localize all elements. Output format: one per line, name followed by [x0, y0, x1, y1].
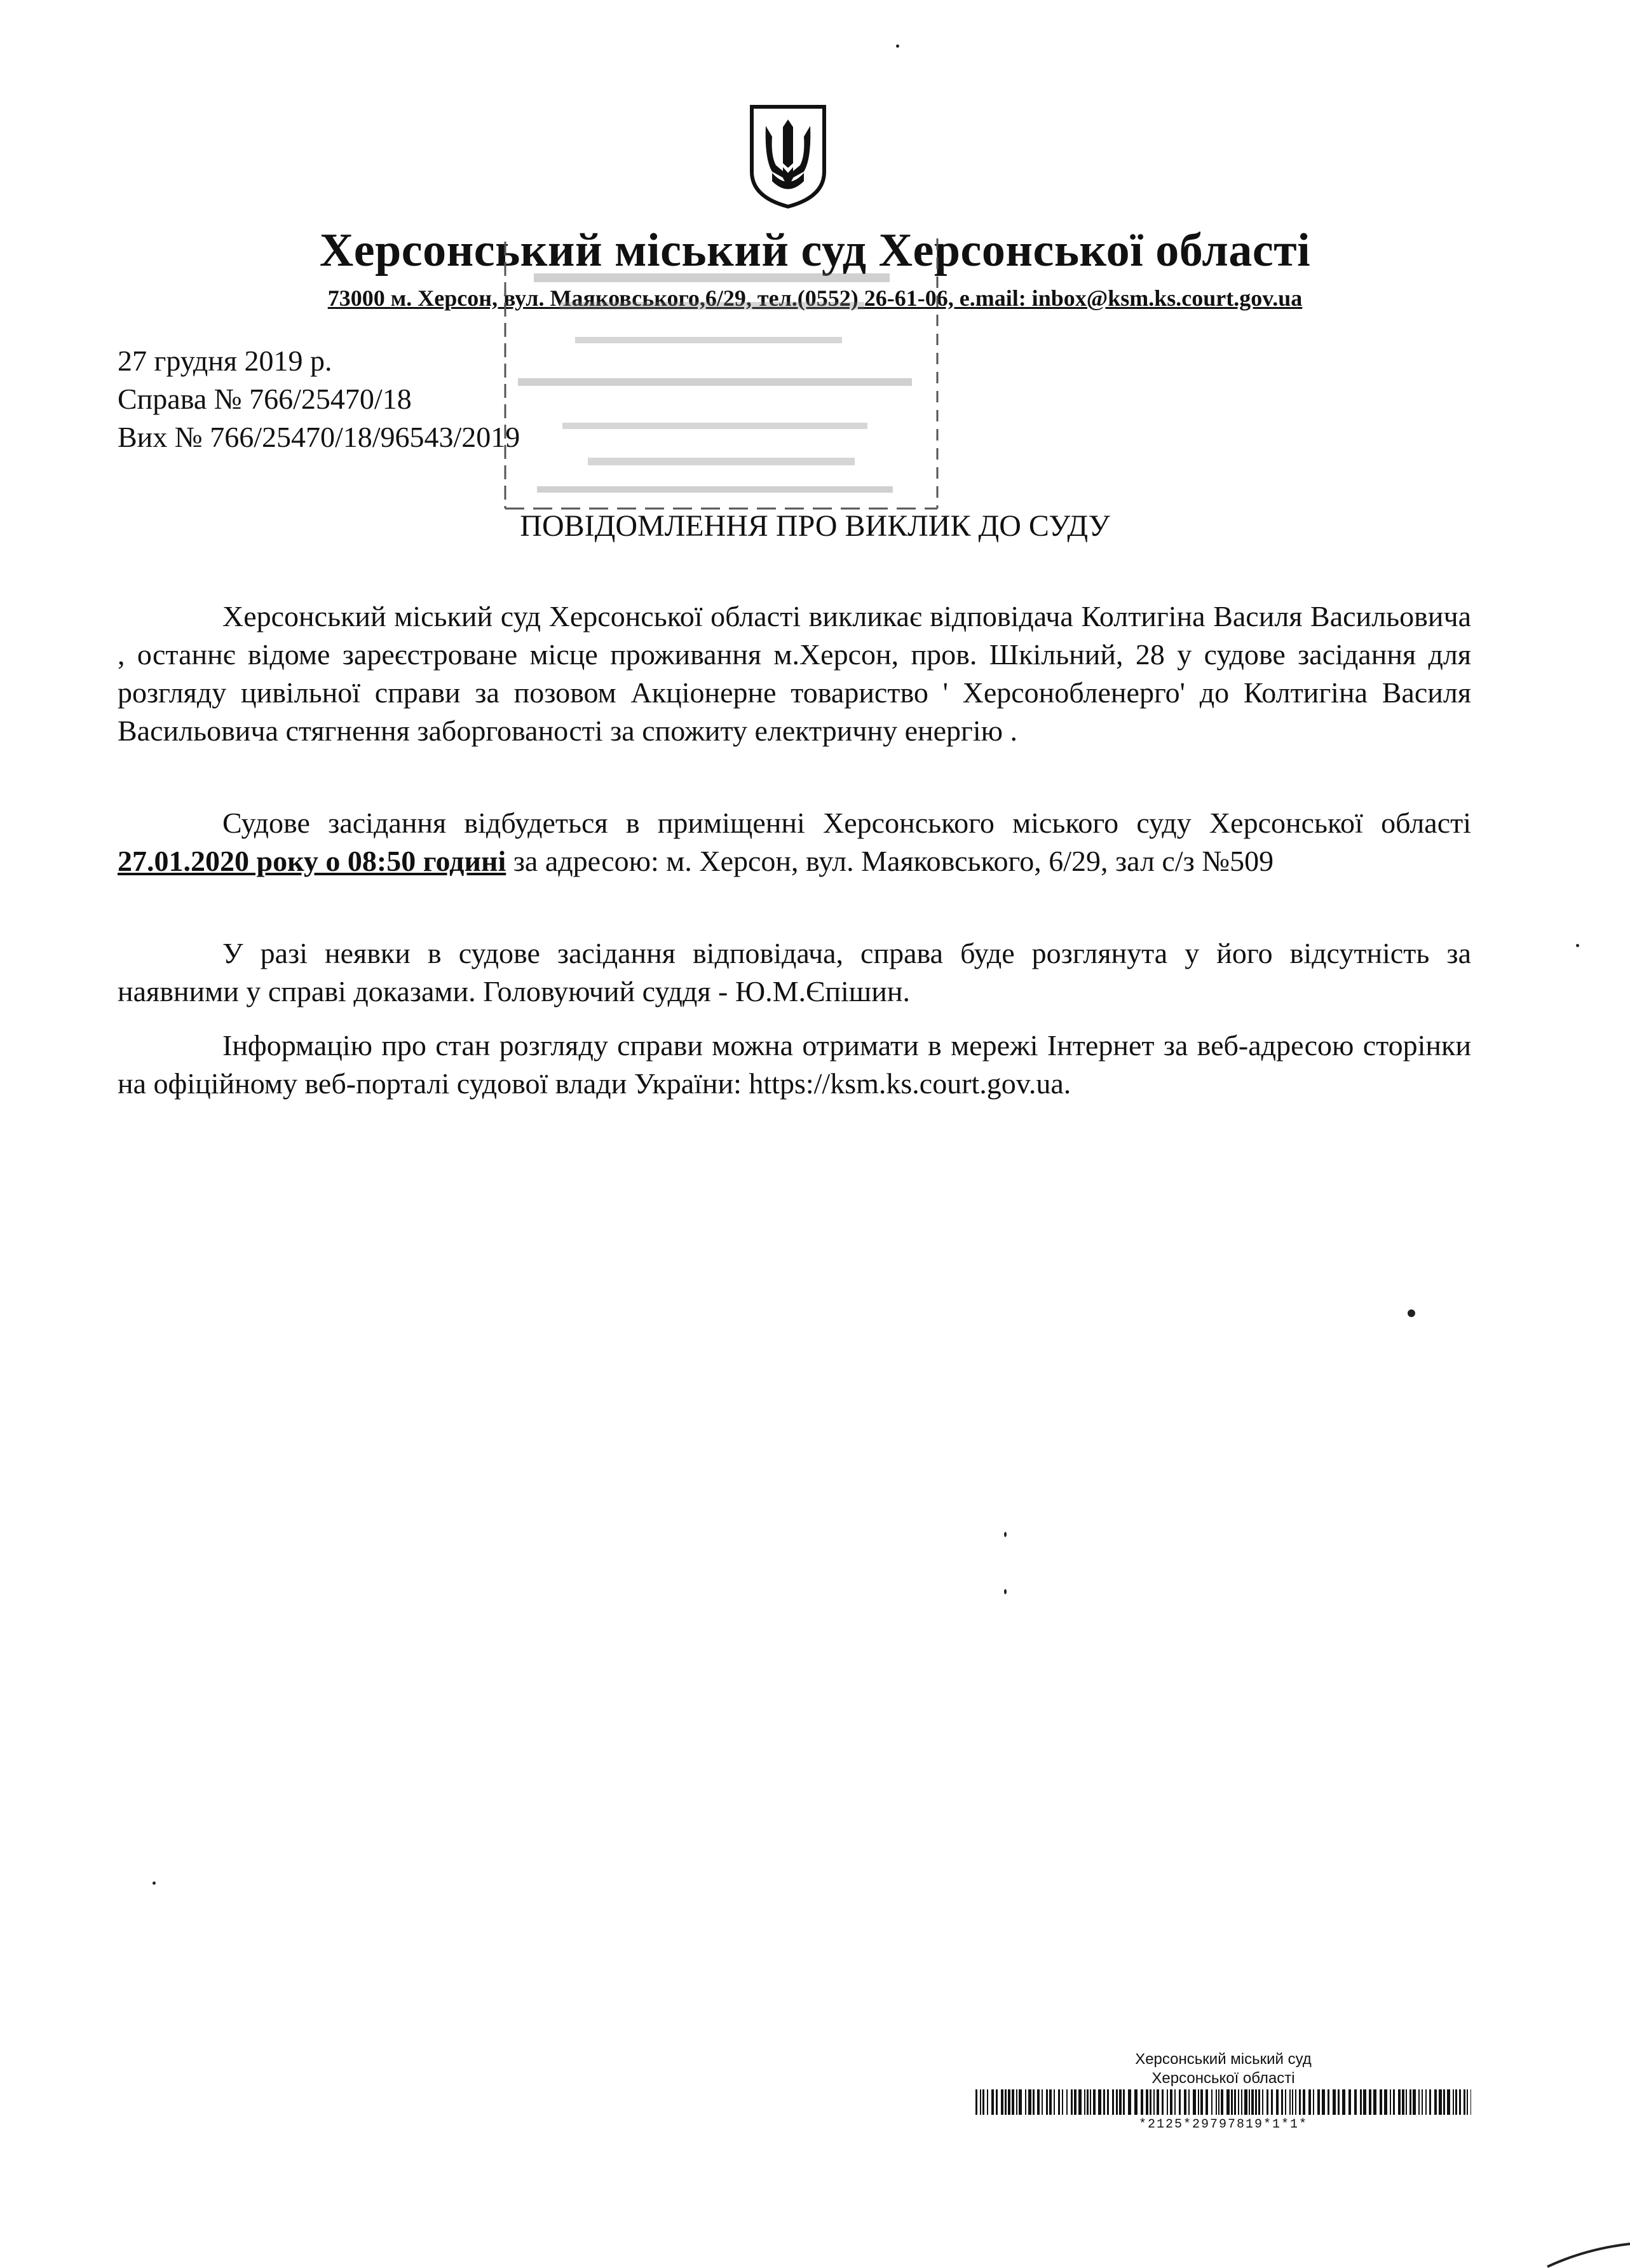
barcode-bar	[1453, 2089, 1454, 2115]
barcode-bar	[1188, 2089, 1190, 2115]
barcode-bar	[1134, 2089, 1138, 2115]
scan-speck	[153, 1882, 156, 1885]
barcode-bar	[1333, 2089, 1336, 2115]
barcode-bar	[1322, 2089, 1325, 2115]
summons-text: Херсонський міський суд Херсонської області викликає відповідача Колтигіна Василя Васильовича , останнє відоме зареєстроване місце проживання м.Херсон, пров. Шкільний, 28 у судове засідання для розгляду цивільної справи за позовом Акціонерне товариство ' Херсонобленерго' до Колтигіна Василя Васильовича стягнення заборгованості за спожиту електричну енергію .	[118, 600, 1471, 747]
barcode-bar	[980, 2089, 981, 2115]
barcode-bar	[1373, 2089, 1376, 2115]
document-date: 27 грудня 2019 р.	[118, 345, 332, 377]
barcode-bar	[1241, 2089, 1242, 2115]
info-text: Інформацію про стан розгляду справи можна отримати в мережі Інтернет за веб-адресою сторінки на офіційному веб-порталі судової влади України: https://ksm.ks.court.gov.ua.	[118, 1029, 1471, 1100]
scanner-footer	[975, 2050, 1471, 2132]
barcode-bar	[1238, 2089, 1239, 2115]
barcode-bar	[1262, 2089, 1263, 2115]
barcode-bar	[1058, 2089, 1060, 2115]
barcode-bar	[1128, 2089, 1131, 2115]
barcode-bar	[1150, 2089, 1151, 2115]
barcode-bar	[1348, 2089, 1351, 2115]
barcode-bar	[1074, 2089, 1076, 2115]
barcode-bar	[1289, 2089, 1291, 2115]
barcode-bar	[1042, 2089, 1043, 2115]
barcode-bar	[1049, 2089, 1052, 2115]
scan-speck	[1004, 1532, 1007, 1537]
barcode-bar	[1459, 2089, 1461, 2115]
barcode-bar	[1046, 2089, 1048, 2115]
barcode-bar	[1413, 2089, 1416, 2115]
barcode-bar	[1354, 2089, 1357, 2115]
barcode-bar	[1398, 2089, 1401, 2115]
barcode-bar	[1071, 2089, 1073, 2115]
barcode-bar	[1409, 2089, 1411, 2115]
scan-speck	[1576, 944, 1579, 947]
barcode-bar	[1244, 2089, 1247, 2115]
barcode-bar	[1251, 2089, 1254, 2115]
barcode-bar	[1369, 2089, 1371, 2115]
barcode-bar	[1384, 2089, 1387, 2115]
case-number: Справа № 766/25470/18	[118, 383, 412, 415]
barcode-bar	[1226, 2089, 1230, 2115]
barcode-bar	[1179, 2089, 1181, 2115]
barcode-bar	[975, 2089, 977, 2115]
barcode-number: *2125*29797819*1*1*	[1138, 2117, 1308, 2132]
barcode-bar	[1174, 2089, 1176, 2115]
notice-heading: ПОВІДОМЛЕННЯ ПРО ВИКЛИК ДО СУДУ	[520, 509, 1110, 543]
barcode-bar	[1234, 2089, 1236, 2115]
barcode-bar	[1033, 2089, 1035, 2115]
barcode-bar	[1406, 2089, 1407, 2115]
barcode-bar	[1200, 2089, 1203, 2115]
barcode-bar	[1170, 2089, 1172, 2115]
barcode-bar	[1434, 2089, 1437, 2115]
barcode-bar	[1162, 2089, 1164, 2115]
barcode-bar	[996, 2089, 998, 2115]
barcode-bar	[1271, 2089, 1273, 2115]
barcode-bar	[1008, 2089, 1010, 2115]
barcode-bar	[1218, 2089, 1219, 2115]
barcode-bar	[1425, 2089, 1427, 2115]
barcode-bar	[1338, 2089, 1340, 2115]
barcode-bar	[1093, 2089, 1096, 2115]
barcode-bar	[1066, 2089, 1068, 2115]
barcode-bar	[1184, 2089, 1186, 2115]
barcode-bar	[1103, 2089, 1105, 2115]
scan-speck	[1408, 1309, 1415, 1317]
barcode-bar	[1123, 2089, 1125, 2115]
barcode-bar	[1363, 2089, 1366, 2115]
barcode-bar	[1255, 2089, 1257, 2115]
barcode-bar	[1098, 2089, 1101, 2115]
barcode-bar	[1198, 2089, 1199, 2115]
barcode-bar	[1402, 2089, 1404, 2115]
barcode-bar	[1390, 2089, 1391, 2115]
registration-stamp	[499, 235, 944, 515]
barcode-bar	[1016, 2089, 1017, 2115]
court-title: Херсонський міський суд Херсонської області	[319, 224, 1311, 277]
barcode-bar	[1157, 2089, 1159, 2115]
barcode-bar	[1342, 2089, 1345, 2115]
barcode-bar	[987, 2089, 988, 2115]
barcode-bar	[1078, 2089, 1082, 2115]
corner-mark	[1541, 2243, 1630, 2268]
barcode-bar	[1167, 2089, 1168, 2115]
barcode-bar	[1380, 2089, 1382, 2115]
barcode-bar	[1005, 2089, 1007, 2115]
footer-court-region: Херсонської області	[1151, 2070, 1295, 2087]
barcode-bar	[1019, 2089, 1022, 2115]
outgoing-number: Вих № 766/25470/18/96543/2019	[118, 421, 520, 453]
summons-paragraph	[118, 598, 1471, 750]
barcode-bar	[1443, 2089, 1445, 2115]
barcode-bar	[1292, 2089, 1293, 2115]
barcode-bar	[1360, 2089, 1362, 2115]
barcode-bar	[1455, 2089, 1457, 2115]
footer-court-name: Херсонський міський суд	[1135, 2051, 1312, 2068]
barcode-bar	[1418, 2089, 1420, 2115]
barcode-bar	[1439, 2089, 1442, 2115]
scan-speck	[1004, 1589, 1007, 1594]
barcode-bar	[1267, 2089, 1268, 2115]
barcode-bar	[1054, 2089, 1055, 2115]
barcode-bar	[1141, 2089, 1143, 2115]
barcode-bar	[1470, 2089, 1471, 2115]
barcode-bar	[1303, 2089, 1305, 2115]
barcode-bar	[1221, 2089, 1223, 2115]
hearing-paragraph	[118, 804, 1471, 880]
barcode-bar	[1087, 2089, 1089, 2115]
barcode-bar	[1119, 2089, 1122, 2115]
barcode-bar	[1429, 2089, 1431, 2115]
barcode-bar	[1231, 2089, 1233, 2115]
barcode-bar	[1211, 2089, 1212, 2115]
barcode-bar	[1206, 2089, 1208, 2115]
barcode-bar	[1146, 2089, 1148, 2115]
barcode-bar	[1025, 2089, 1026, 2115]
barcode-bar	[1216, 2089, 1217, 2115]
court-address: 73000 м. Херсон, вул. Маяковського,6/29, тел.(0552) 26-61-06, e.mail: inbox@ksm.ks.court.gov.ua	[327, 285, 1303, 311]
barcode-bar	[1393, 2089, 1395, 2115]
barcode-bar	[982, 2089, 984, 2115]
hearing-text-before: Судове засідання відбудеться в приміщенні Херсонського міського суду Херсонської області	[222, 807, 1471, 839]
barcode-bar	[1258, 2089, 1260, 2115]
barcode-bar	[1112, 2089, 1114, 2115]
hearing-text-after: за адресою: м. Херсон, вул. Маяковського, 6/29, зал с/з №509	[506, 845, 1274, 877]
barcode-bar	[1464, 2089, 1465, 2115]
barcode-bar	[1028, 2089, 1031, 2115]
barcode-bar	[1317, 2089, 1320, 2115]
barcode-bar	[1193, 2089, 1196, 2115]
barcode-bar	[1116, 2089, 1118, 2115]
barcode-bar	[1313, 2089, 1314, 2115]
barcode-bar	[1467, 2089, 1468, 2115]
hearing-datetime: 27.01.2020 року о 08:50 годині	[118, 845, 506, 877]
barcode-bar	[1090, 2089, 1091, 2115]
barcode-bar	[1062, 2089, 1063, 2115]
scan-speck	[896, 44, 899, 48]
barcode-bar	[1276, 2089, 1279, 2115]
barcode-bar	[1308, 2089, 1311, 2115]
barcode-bar	[1295, 2089, 1296, 2115]
barcode-bar	[1249, 2089, 1250, 2115]
barcode-bar	[1422, 2089, 1423, 2115]
barcode-bar	[1285, 2089, 1286, 2115]
barcode-bar	[1447, 2089, 1450, 2115]
barcode-bar	[1328, 2089, 1329, 2115]
barcode-bar	[1001, 2089, 1003, 2115]
info-paragraph	[118, 1027, 1471, 1103]
barcode-bar	[1037, 2089, 1040, 2115]
barcode	[975, 2089, 1471, 2115]
barcode-bar	[991, 2089, 994, 2115]
barcode-bar	[1281, 2089, 1283, 2115]
coat-of-arms-trident-icon	[747, 102, 829, 210]
barcode-bar	[1012, 2089, 1014, 2115]
absence-text: У разі неявки в судове засідання відповідача, справа буде розглянута у його відсутність за наявними у справі доказами. Головуючий суддя - Ю.М.Єпішин.	[118, 937, 1471, 1008]
absence-paragraph	[118, 934, 1471, 1011]
barcode-bar	[1153, 2089, 1155, 2115]
barcode-bar	[1299, 2089, 1301, 2115]
barcode-bar	[1084, 2089, 1085, 2115]
barcode-bar	[1107, 2089, 1109, 2115]
